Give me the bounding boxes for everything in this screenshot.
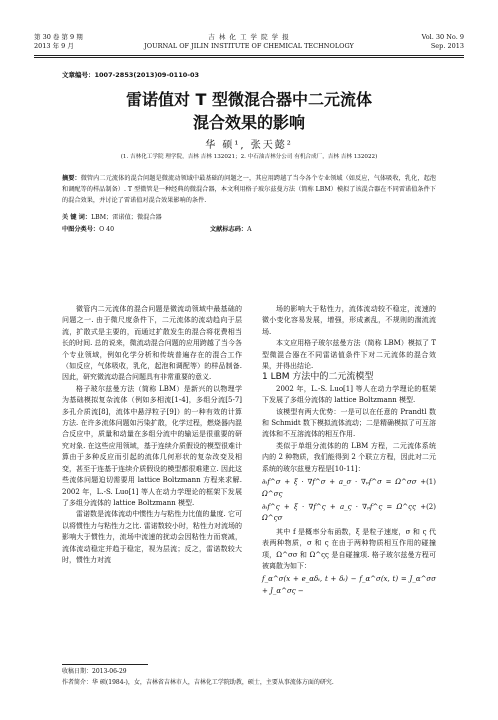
clc-label: 中图分类号：: [62, 226, 100, 233]
footnote-rule: [62, 664, 148, 665]
keywords-label: 关 键 词：: [62, 214, 92, 221]
classification: [62, 224, 436, 233]
equation-body: ∂ₜf^ς + ξ · ∇f^ς + a_ς · ∇ₚf^ς = Ω^ςς + Ω^ςσ: [262, 502, 427, 523]
header-volume: 第 30 卷 第 9 期: [34, 33, 83, 41]
doc-label: 文献标志码：: [210, 226, 248, 233]
article-number: 文章编号：1007-2853(2013)09-0110-03: [62, 71, 199, 79]
keywords-text: LBM；雷诺值；微混合器: [91, 214, 162, 221]
author-bio: 作者简介：华 硕(1984-)，女，吉林省吉林市人，吉林化工学院助教，硕士，主要从事流体方面的研究.: [62, 679, 334, 686]
body-paragraph: 类似于单组分流体的的 LBM 方程，二元流体系统内的 2 种物质，我们能得到 2 个联立方程，因此对二元系统的玻尔兹曼方程是[10-11]：: [262, 441, 436, 473]
body-paragraph: 本文应用格子玻尔兹曼方法（简称 LBM）模拟了 T 型微混合器在不同雷诺值条件下对二元流体的混合效果，并得出结论.: [262, 339, 436, 371]
article-title: [34, 88, 464, 134]
received-date: 收稿日期：2013-06-29: [62, 668, 127, 675]
equation-body: ∂ₜf^σ + ξ · ∇f^σ + a_σ · ∇ₚf^σ = Ω^σσ + Ω^σς: [262, 478, 427, 498]
abstract-text: 微管内二元流体的混合问题是微流动领域中最基础的问题之一，其应用跨越了当今各个专业领域（如反应，气体吸收，乳化，起泡和调配等的样品制备）. T 型微管是一种经典的微混合器，本文利用格子玻尔兹曼方法（简称 LBM）模拟了该混合器在不同雷诺值条件下的混合效果，并讨论了雷诺值对混合效果影响的条件.: [62, 175, 436, 204]
doc-code: [210, 224, 252, 233]
clc-value: O 40: [99, 226, 115, 233]
header-date-en: Sep. 2013: [430, 41, 464, 50]
header-right: [422, 33, 464, 50]
body-paragraph: 雷诺数是流体流动中惯性力与粘性力比值的量度. 它可以将惯性力与粘性力之比. 雷诺数较小时，粘性力对流场的影响大于惯性力，流场中流速的扰动会因粘性力而衰减，流体流动稳定并趋于稳定，视为层流；反之，雷诺数较大时，惯性力对流: [62, 510, 242, 564]
running-header: [34, 33, 464, 55]
header-date: 2013 年 9 月: [34, 41, 74, 50]
body-paragraph: 其中 f 是概率分布函数，ξ 是粒子速度，σ 和 ς 代表两种物质，σ 和 ς 在由于两种物质相互作用的碰撞项，Ω^σσ 和 Ω^ςς 是自碰撞项. 格子玻尔兹曼方程可被离散为如下：: [262, 527, 436, 570]
abstract: [62, 173, 436, 206]
footnote: [62, 666, 436, 688]
equation-number: (2): [426, 502, 436, 511]
header-volume-en: Vol. 30 No. 9: [421, 33, 464, 41]
journal-name-cn: 吉 林 化 工 学 院 学 报: [208, 33, 290, 41]
keywords: [62, 212, 436, 221]
equation-3: [262, 574, 436, 597]
body-paragraph: 微管内二元流体的混合问题是微流动领域中最基础的问题之一. 由于微尺度条件下，二元流体的流动趋向于层流，扩散式是主要的，而通过扩散发生的混合将花费相当长的时间. 总的说来，微流动混合问题的应用跨越了当今各个专业领域，例如化学分析和传统普遍存在的混合工作（如反应，气体吸收，乳化，起泡和调配等）的样品制备. 因此，研究微流动混合问题具有非常重要的意义.: [62, 305, 242, 382]
title-line-2: 混合效果的影响: [192, 113, 305, 132]
header-rule: [34, 55, 464, 56]
equation-body: f_α^σ(x + e_αδₜ, t + δₜ) − f_α^σ(x, t) = J_α^σσ + J_α^σς −: [262, 575, 436, 595]
header-rule-thin: [34, 57, 464, 58]
header-center: [34, 33, 464, 50]
abstract-label: 摘要：: [62, 175, 81, 182]
title-line-1: 雷诺值对 T 型微混合器中二元流体: [125, 90, 373, 109]
equation-2: [262, 502, 436, 525]
equation-1: [262, 477, 436, 500]
equation-number: (1): [426, 478, 436, 487]
right-column: [262, 304, 436, 599]
body-paragraph: 该模型有两大优势：一是可以在任意的 Prandtl 数和 Schmidt 数下模拟流体流动；二是精确模拟了可互溶流体和不互溶流体的相互作用.: [262, 407, 436, 439]
body-paragraph: 2002 年，L.-S. Luo[1] 等人在动力学理论的框架下发展了多组分流体的 lattice Boltzmann 模型.: [262, 384, 436, 405]
section-heading: 1 LBM 方法中的二元流模型: [262, 372, 374, 383]
journal-name-en: JOURNAL OF JILIN INSTITUTE OF CHEMICAL TECHNOLOGY: [144, 41, 354, 50]
authors: 华 硕¹, 张天懿²: [205, 140, 293, 151]
body-paragraph: 格子玻尔兹曼方法（简称 LBM）是新兴的以物理学为基础模拟复杂流体（例如多相流[1-4]，多组分流[5-7] 多孔介质流[8]，流体中悬浮粒子[9]）的一种有效的计算方法. 在许多流体问题如污染扩散，化学过程，燃烧器内混合反应中，质量和动量在多组分流中的输运是很重要的研究对象. 在这些应用领域，基于连续介质假设的模型很难计算由于多种反应而引起的流体几何形状的复杂改变及相变，甚至于连基于连续介质假设的模型都很难建立. 因此这些流体问题迫切需要用 lattice Boltzmann 方程来求解. 2002 年，L.-S. Luo[1] 等人在动力学理论的框架下发展了多组分流体的 lattice Boltzmann 模型.: [62, 384, 242, 507]
left-column: [62, 304, 242, 566]
affiliation: (1. 吉林化工学院 理学院，吉林 吉林 132021；2. 中石油吉林分公司 有机合成厂，吉林 吉林 132022): [120, 154, 378, 160]
body-paragraph: 场的影响大于粘性力，流体流动较不稳定，流速的微小变化容易发展，增强，形成紊乱，不规则的湍流流场.: [262, 305, 436, 336]
doc-value: A: [247, 226, 252, 233]
